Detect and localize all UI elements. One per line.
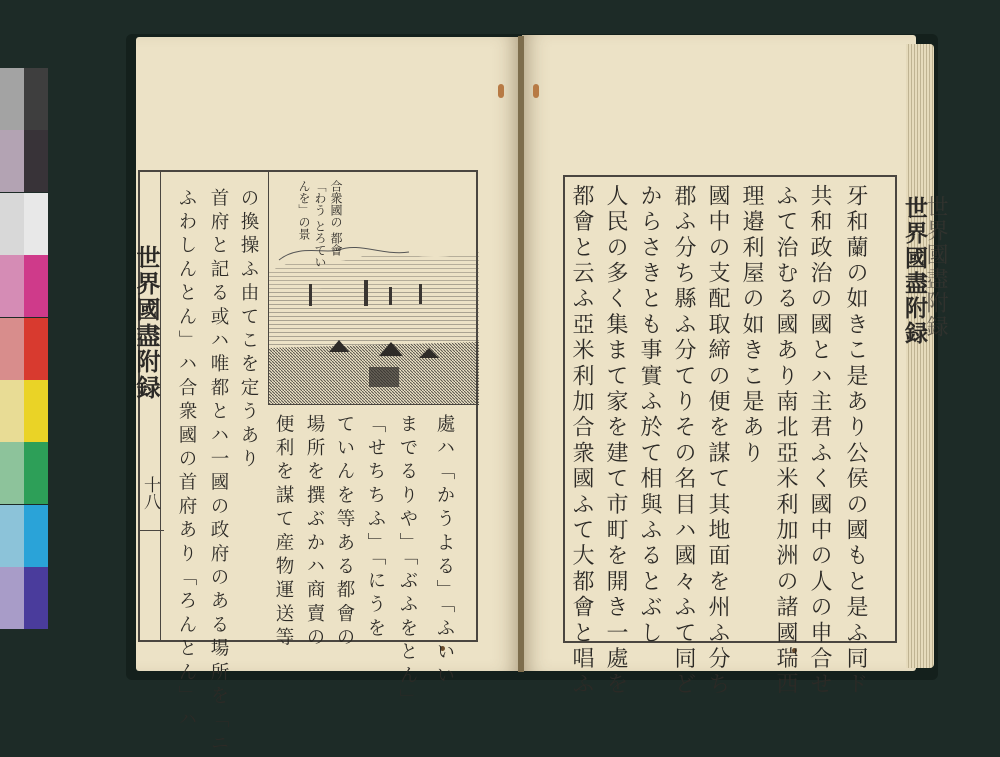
color-swatch	[24, 505, 48, 567]
text-column: 便利を謀て産物運送等	[273, 414, 294, 651]
text-column: 都會と云ふ亞米利加合衆國ふて大都會と唱ふ	[569, 184, 594, 698]
illustration-caption	[278, 180, 344, 272]
color-swatch	[0, 68, 24, 130]
text-column: 郡ふ分ち縣ふ分てりその名目ハ國々ふて同ど	[671, 184, 696, 698]
left-margin-column	[140, 172, 161, 640]
text-column: 牙和蘭の如きこ是あり公侯の國もと是ふ同ド	[843, 184, 868, 698]
next-page-edge-title: 世界國盡附録	[923, 195, 948, 339]
book-gutter	[518, 36, 524, 672]
text-column: からさきとも事實ふ於て相與ふるとぶし	[637, 184, 662, 647]
text-column: の換操ふ由てこを定うあり	[238, 188, 259, 473]
text-column: 人民の多く集まて家を建て市町を開き一處を	[603, 184, 628, 698]
text-column: ふて治むる國あり南北亞米利加洲の諸國瑞西	[773, 184, 798, 698]
text-column: 理邉利屋の如きこ是あり	[739, 184, 764, 467]
color-calibration-strip	[0, 68, 48, 630]
binding-mark	[498, 84, 504, 98]
color-swatch	[0, 318, 24, 380]
caption-line: 都會「わう	[313, 180, 343, 256]
left-margin-title: 世界國盡附録	[132, 245, 161, 401]
color-swatch	[0, 130, 24, 192]
text-column: ふわしんとん」ハ合衆國の首府あり「ろんとん」ハ	[176, 188, 197, 734]
right-margin-title: 世界國盡附録	[901, 196, 928, 346]
text-column: 場所を撰ぶかハ商賣の	[304, 414, 325, 651]
text-column: ていんを等ある都會の	[334, 414, 355, 651]
text-column: 處ハ「かうよる」「ふいい	[434, 414, 455, 690]
text-column: 「せちちふ」「にうを	[365, 414, 386, 642]
color-swatch	[24, 380, 48, 442]
color-swatch	[24, 255, 48, 317]
color-swatch	[0, 193, 24, 255]
folio-rule	[140, 530, 164, 531]
color-swatch	[24, 318, 48, 380]
page-number: 十八	[140, 476, 160, 510]
color-swatch	[24, 68, 48, 130]
color-swatch	[24, 442, 48, 504]
caption-line: 合衆國の	[329, 180, 343, 228]
binding-mark	[533, 84, 539, 98]
color-swatch	[0, 567, 24, 629]
text-column: 首府と記る或ハ唯都とハ一國の政府のある場所を「ニ	[208, 188, 229, 757]
color-swatch	[24, 567, 48, 629]
caption-line: んを」の景	[297, 180, 311, 240]
color-swatch	[0, 442, 24, 504]
color-swatch	[0, 255, 24, 317]
text-column: までるりや」「ぶふをとん」	[397, 414, 418, 713]
color-swatch	[0, 505, 24, 567]
color-swatch	[24, 130, 48, 192]
text-column: 共和政治の國とハ主君ふく國中の人の申合せ	[807, 184, 832, 698]
color-swatch	[24, 193, 48, 255]
text-column: 國中の支配取締の便を謀て其地面を州ふ分ち	[705, 184, 730, 698]
caption-line: とろてい	[313, 219, 327, 268]
color-swatch	[0, 380, 24, 442]
